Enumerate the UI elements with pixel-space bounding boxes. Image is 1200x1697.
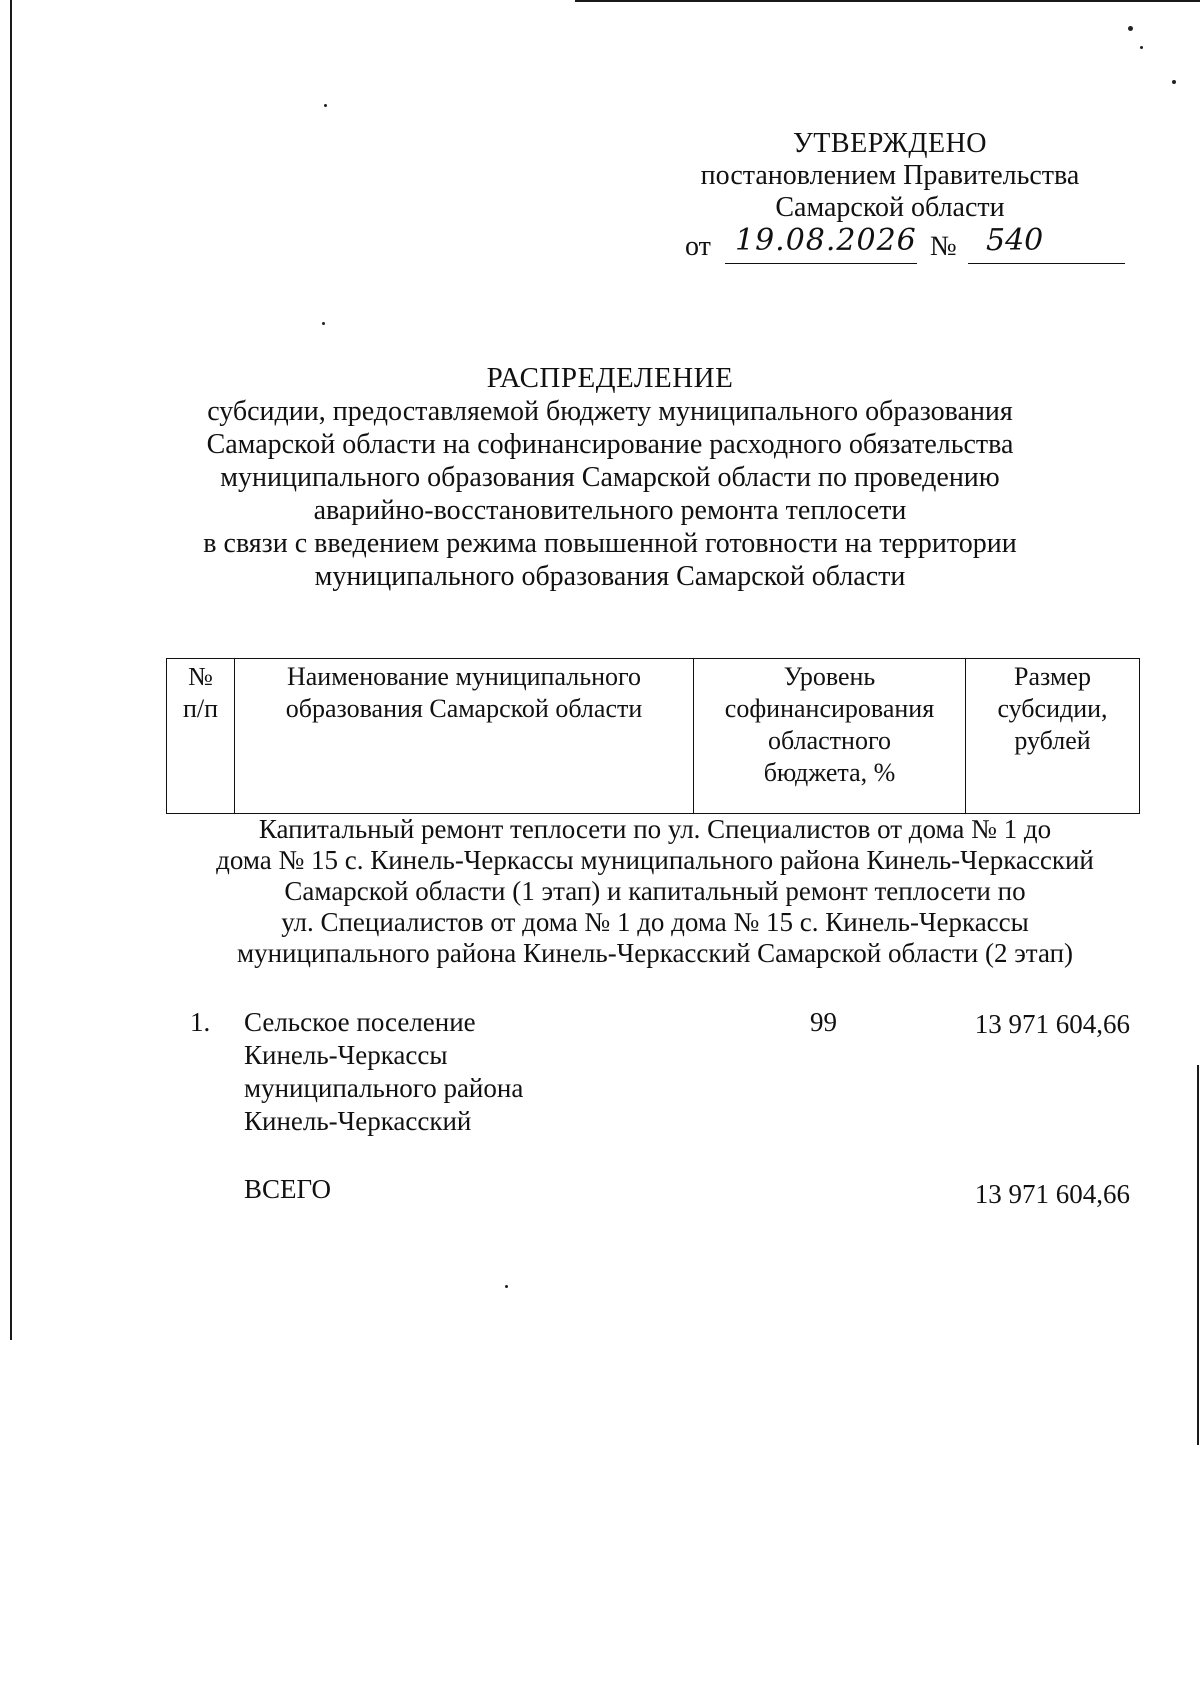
row-municipality-name: [244, 1006, 644, 1138]
row-name-line: Кинель-Черкассы: [244, 1040, 448, 1070]
approval-line: Самарской области: [775, 192, 1005, 223]
column-header-name: [235, 659, 694, 813]
heading-line: в связи с введением режима повышенной готовности на территории: [203, 528, 1017, 559]
handwritten-number: 540: [968, 224, 1125, 264]
scan-speck: [505, 1285, 508, 1288]
header-text: Уровень: [783, 662, 876, 691]
header-text: субсидии,: [997, 694, 1108, 723]
document-title: РАСПРЕДЕЛЕНИЕ: [486, 362, 734, 394]
heading-line: муниципального образования Самарской области по проведению: [220, 462, 1000, 493]
header-text: рублей: [1014, 726, 1091, 755]
column-header-amount: [966, 659, 1139, 813]
column-header-number: [167, 659, 235, 813]
row-cofinancing-level: 99: [810, 1007, 837, 1037]
scan-edge-left: [10, 0, 12, 1340]
section-title-line: ул. Специалистов от дома № 1 до дома № 15 с. Кинель-Черкассы: [281, 907, 1029, 937]
date-prefix: от: [685, 231, 711, 262]
section-title-line: Капитальный ремонт теплосети по ул. Специалистов от дома № 1 до: [258, 814, 1052, 844]
approval-block: [690, 128, 1160, 224]
row-name-line: муниципального района: [244, 1073, 524, 1103]
approval-date-row: [685, 223, 1125, 264]
total-amount: 13 971 604,66: [974, 1179, 1130, 1209]
scan-edge-top: [575, 0, 1200, 2]
heading-line: муниципального образования Самарской области: [314, 561, 906, 592]
row-name-line: Сельское поселение: [244, 1007, 476, 1037]
heading-line: субсидии, предоставляемой бюджету муниципального образования: [207, 396, 1013, 427]
scan-speck: [324, 104, 327, 107]
header-text: Размер: [1014, 662, 1091, 691]
section-title-line: муниципального района Кинель-Черкасский Самарской области (2 этап): [236, 938, 1074, 968]
row-number: 1.: [190, 1007, 211, 1037]
approval-title: УТВЕРЖДЕНО: [792, 128, 988, 159]
header-text: образования Самарской области: [285, 694, 643, 723]
heading-line: Самарской области на софинансирование расходного обязательства: [206, 429, 1014, 460]
scan-edge-right: [1197, 1065, 1199, 1445]
table-header: [166, 658, 1140, 814]
header-text: областного: [768, 726, 891, 755]
header-text: №: [188, 662, 213, 691]
number-sign: №: [930, 231, 957, 262]
total-label: ВСЕГО: [244, 1174, 331, 1204]
scan-speck: [1140, 46, 1143, 49]
approval-line: постановлением Правительства: [700, 160, 1080, 191]
header-text: Наименование муниципального: [286, 662, 642, 691]
row-name-line: Кинель-Черкасский: [244, 1106, 472, 1136]
handwritten-date: 19.08.2026: [725, 224, 917, 264]
scan-speck: [1128, 26, 1133, 31]
document-heading: [150, 362, 1070, 593]
section-title-line: дома № 15 с. Кинель-Черкассы муниципального района Кинель-Черкасский: [216, 845, 1094, 875]
header-text: п/п: [182, 694, 219, 723]
row-subsidy-amount: 13 971 604,66: [974, 1009, 1130, 1039]
section-title: [160, 814, 1150, 969]
header-text: софинансирования: [724, 694, 935, 723]
heading-line: аварийно-восстановительного ремонта теплосети: [313, 495, 907, 526]
scan-speck: [322, 322, 325, 325]
section-title-line: Самарской области (1 этап) и капитальный ремонт теплосети по: [284, 876, 1026, 906]
scan-speck: [1172, 80, 1176, 84]
column-header-cofinancing: [694, 659, 966, 813]
header-text: бюджета, %: [763, 758, 896, 787]
